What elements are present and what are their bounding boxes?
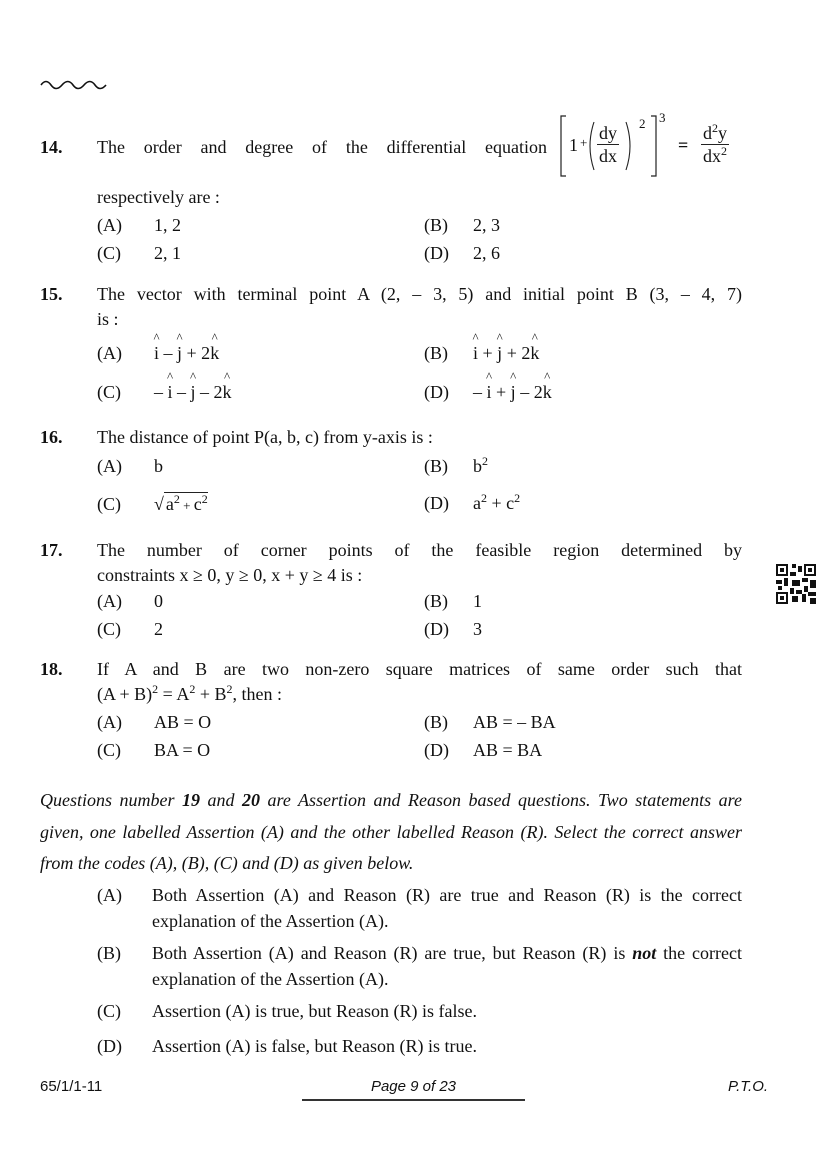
code-b: (B) Both Assertion (A) and Reason (R) are true, but Reason (R) is not the correct explanation of the Assertion (A).	[97, 943, 742, 989]
question-15	[40, 281, 742, 333]
option-d[interactable]: (D) 3	[424, 619, 482, 639]
option-c[interactable]: (C) 2	[97, 619, 163, 639]
option-a[interactable]: (A) 1, 2	[97, 215, 181, 235]
question-text-continued: respectively are :	[97, 187, 220, 207]
option-b[interactable]: (B) AB = – BA	[424, 712, 556, 732]
option-b[interactable]: (B) ^ i + ^ j + 2^ k	[424, 342, 539, 364]
question-text-continued: $(A + B)^2 = A^2 + B^2$, then :	[97, 682, 282, 704]
assertion-reason-instructions: Questions number 19 and 20 are Assertion and Reason based questions. Two statements are given, one labelled Assertion (A) and the other labelled Reason (R). Select the correct answer from the codes (A), (B), (C) and (D) as given below.	[40, 790, 743, 873]
question-text: The number of corner points of the feasible region determined by	[97, 540, 742, 560]
page-number: Page 9 of 23	[302, 1078, 525, 1101]
paper-code: 65/1/1-11	[40, 1078, 103, 1095]
question-number: 16.	[40, 427, 63, 447]
question-number: 14.	[40, 137, 63, 157]
question-text: The vector with terminal point A (2, – 3, 5) and initial point B (3, – 4, 7)	[97, 284, 742, 304]
question-text: If A and B are two non-zero square matrices of same order such that	[97, 659, 742, 679]
pto-label: P.T.O.	[728, 1078, 769, 1095]
option-c[interactable]: (C) – ^ i – ^ j – 2^ k	[97, 381, 232, 403]
question-17	[40, 537, 742, 589]
question-number: 18.	[40, 659, 63, 679]
question-text: The distance of point P(a, b, c) from y-axis is :	[97, 427, 433, 447]
dy-dx-fraction: $\frac{dy}{dx}$	[599, 123, 617, 166]
qr-code-icon	[776, 564, 816, 604]
option-c[interactable]: (C) √ $a^2 + c^2$	[97, 492, 208, 517]
option-a[interactable]: (A) AB = O	[97, 712, 212, 732]
question-number: 17.	[40, 540, 63, 560]
option-a[interactable]: (A) b	[97, 456, 163, 476]
option-b[interactable]: (B) 2, 3	[424, 215, 500, 235]
option-d[interactable]: (D) 2, 6	[424, 243, 500, 263]
option-b[interactable]: (B) $b^2$	[424, 454, 488, 476]
option-d[interactable]: (D) AB = BA	[424, 740, 543, 760]
code-a: (A) Both Assertion (A) and Reason (R) are true and Reason (R) is the correct explanation of the Assertion (A).	[97, 885, 742, 931]
option-b[interactable]: (B) 1	[424, 591, 482, 611]
option-a[interactable]: (A) 0	[97, 591, 163, 611]
option-d[interactable]: (D) $a^2 + c^2$	[424, 491, 521, 513]
question-number: 15.	[40, 284, 63, 304]
sqrt-icon: √	[154, 494, 164, 514]
question-text: The order and degree of the differential equation	[97, 137, 547, 157]
question-text-continued: is :	[97, 309, 119, 329]
question-16	[40, 424, 742, 450]
option-a[interactable]: (A) ^ i – ^ j + 2^ k	[97, 342, 219, 364]
option-c[interactable]: (C) 2, 1	[97, 243, 181, 263]
code-d: (D) Assertion (A) is false, but Reason (R) is true.	[97, 1036, 477, 1056]
question-text-continued: constraints x ≥ 0, y ≥ 0, x + y ≥ 4 is :	[97, 565, 363, 585]
code-c: (C) Assertion (A) is true, but Reason (R) is false.	[97, 1001, 477, 1021]
wavy-line-icon	[40, 76, 108, 92]
differential-equation: 1 + $\frac{dy}{dx}$ 2 3 = $\frac{d^2y}{dx^2}$	[558, 112, 748, 180]
question-18	[40, 656, 742, 708]
option-c[interactable]: (C) BA = O	[97, 740, 211, 760]
second-derivative-fraction: $\frac{d^2y}{dx^2}$	[703, 121, 727, 166]
option-d[interactable]: (D) – ^ i + ^ j – 2^ k	[424, 381, 552, 403]
